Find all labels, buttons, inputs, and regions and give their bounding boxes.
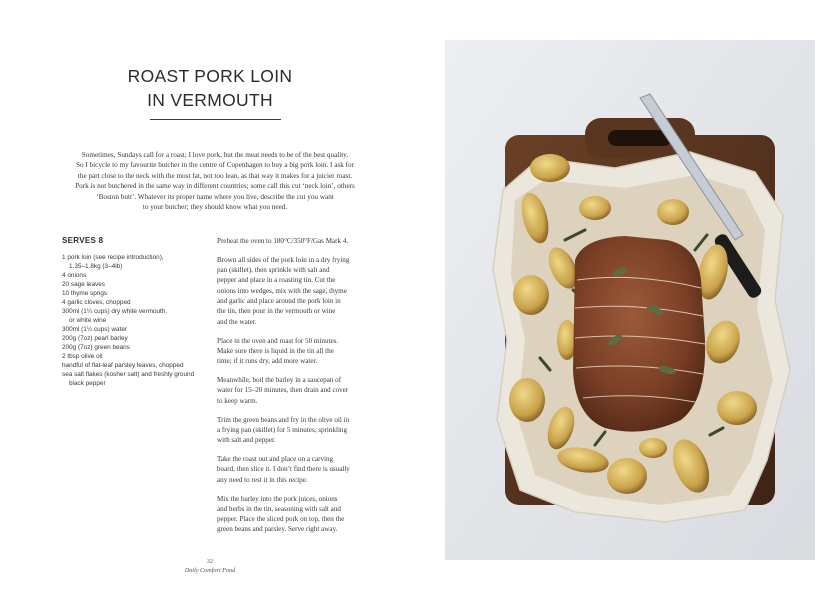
method-step — [217, 454, 377, 485]
serves-heading: SERVES 8 — [62, 236, 104, 245]
ingredient-item: black pepper — [69, 380, 106, 387]
method-line: green beans and parsley. Serve right away. — [217, 525, 338, 534]
ingredient-item: 20 sage leaves — [62, 281, 105, 288]
method-line: Trim the green beans and fry in the olive oil in — [217, 415, 350, 424]
method-step — [217, 336, 377, 367]
method-line: pepper. Place the sliced pork on top, then the — [217, 515, 345, 524]
ingredient-item: sea salt flakes (kosher salt) and freshly ground — [62, 371, 195, 378]
roast-pork-illustration — [445, 40, 815, 560]
method-line: with salt and pepper. — [217, 436, 276, 445]
method-line: time; if it runs dry, add more water. — [217, 357, 318, 366]
recipe-title-line: IN VERMOUTH — [147, 90, 273, 110]
ingredient-item: 4 garlic cloves, chopped — [62, 299, 131, 306]
method-step — [217, 255, 377, 327]
ingredient-item: 200g (7oz) pearl barley — [62, 335, 128, 342]
ingredient-item: 300ml (1¼ cups) dry white vermouth, — [62, 308, 168, 315]
ingredient-item: handful of flat-leaf parsley leaves, chopped — [62, 362, 184, 369]
method-line: Take the roast out and place on a carving — [217, 455, 334, 464]
intro-line: to your butcher; they should know what you need. — [142, 203, 288, 212]
ingredient-item: 300ml (1¼ cups) water — [62, 326, 127, 333]
intro-line: Sometimes, Sundays call for a roast; I love pork, but the meat needs to be of the best quality. — [81, 151, 349, 159]
method-line: water for 15–20 minutes, then drain and cover — [217, 386, 349, 395]
method-line: Mix the barley into the pork juices, onions — [217, 494, 338, 503]
ingredient-item: or white wine — [69, 317, 107, 324]
method-line: onions into wedges, mix with the sage, thyme — [217, 286, 347, 295]
title-divider — [150, 119, 281, 120]
method-line: and garlic and place around the pork loin in — [217, 297, 341, 306]
method-line: and the water. — [217, 317, 257, 326]
method-line: the tin, then pour in the vermouth or wine — [217, 307, 336, 316]
method-line: Place in the oven and roast for 50 minutes. — [217, 336, 339, 345]
recipe-introduction — [60, 150, 370, 212]
method-step — [217, 236, 377, 246]
page-number: 32 — [206, 558, 214, 565]
ingredient-item: 2 tbsp olive oil — [62, 353, 103, 360]
ingredient-list — [62, 253, 212, 388]
method-line: to keep warm. — [217, 396, 258, 405]
method-line: and herbs in the tin, seasoning with salt and — [217, 504, 341, 513]
ingredient-item: 10 thyme sprigs — [62, 290, 108, 297]
running-footer: Daily Comfort Food — [184, 567, 236, 574]
method-steps — [217, 236, 377, 543]
ingredient-item: 200g (7oz) green beans — [62, 344, 130, 351]
method-line: a frying pan (skillet) for 5 minutes, sprinkling — [217, 425, 348, 434]
recipe-title — [60, 64, 360, 112]
method-step — [217, 415, 377, 446]
method-line: any need to rest it in this recipe. — [217, 475, 308, 484]
intro-line: ‘Boston butt’. Whatever its proper name where you live, describe the cut you want — [96, 192, 334, 201]
pork-loin — [573, 236, 705, 432]
method-line: Meanwhile, boil the barley in a saucepan of — [217, 376, 342, 385]
intro-line: So I bicycle to my favourite butcher in the centre of Copenhagen to buy a big pork loin. I ask for — [75, 161, 355, 170]
intro-line: the part close to the neck with the most fat, not too lean, as that way it makes for a juicier roast. — [77, 171, 353, 180]
method-line: board, then slice it. I don’t find there is usually — [217, 465, 350, 474]
method-line: pepper and place in a roasting tin. Cut the — [217, 276, 336, 285]
method-step — [217, 494, 377, 535]
method-line: Make sure there is liquid in the tin all the — [217, 346, 334, 355]
recipe-photo — [445, 40, 815, 560]
method-line: Brown all sides of the pork loin in a dry frying — [217, 255, 350, 264]
method-step — [217, 375, 377, 406]
recipe-title-line: ROAST PORK LOIN — [127, 66, 293, 86]
intro-line: Pork is not butchered in the same way in different countries; some call this cut ‘neck loin’, others — [75, 182, 355, 191]
ingredient-item: 1.35–1.8kg (3–4lb) — [69, 263, 123, 270]
page-footer — [150, 557, 270, 575]
method-line: Preheat the oven to 180°C/350°F/Gas Mark 4. — [217, 237, 349, 245]
photo-page — [420, 0, 840, 600]
method-line: pan (skillet), then sprinkle with salt and — [217, 266, 330, 275]
ingredient-item: 4 onions — [62, 272, 87, 279]
ingredient-item: 1 pork loin (see recipe introduction), — [62, 254, 164, 261]
